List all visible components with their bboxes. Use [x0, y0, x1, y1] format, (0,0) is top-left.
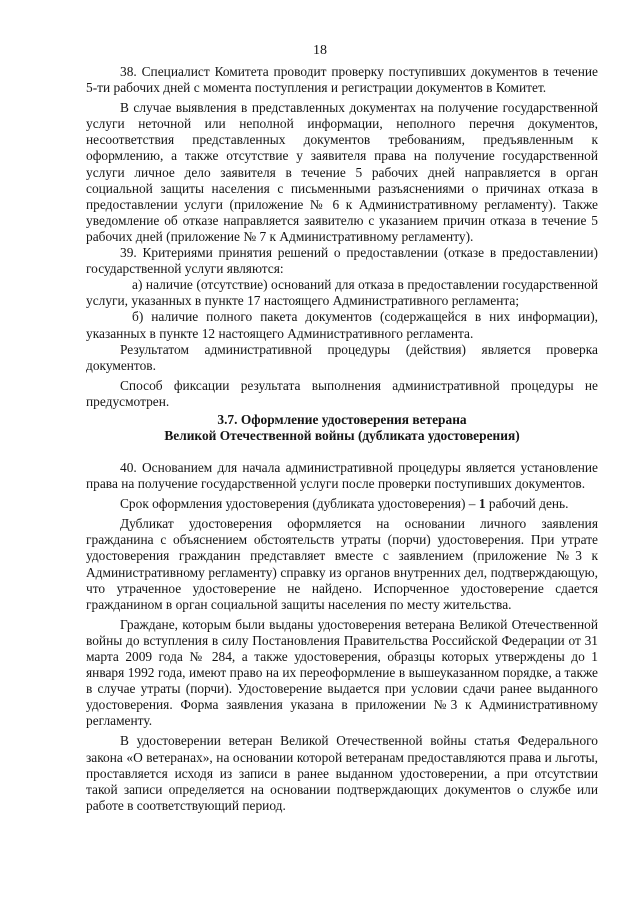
document-body [86, 64, 598, 814]
paragraph-38: 38. Специалист Комитета проводит проверку поступивших документов в течение 5-ти рабочих дней с момента поступления и регистрации документов в Комитет. [86, 64, 598, 96]
page-number: 18 [313, 43, 327, 58]
paragraph-citizens: Граждане, которым были выданы удостоверения ветерана Великой Отечественной войны до вступления в силу Постановления Правительства Российской Федерации от 31 марта 2009 года № 284, а также удостоверения, образцы которых утверждены до 1 января 1992 года, имеют право на их переоформление в вышеуказанном порядке, а также в случае утраты (порчи). Удостоверение выдается при условии сдачи ранее выданного удостоверения. Форма заявления указана в приложении №3 к Административному регламенту. [86, 616, 598, 729]
paragraph-term [86, 496, 598, 512]
section-heading [86, 412, 598, 444]
section-heading-line-2: Великой Отечественной войны (дубликата удостоверения) [164, 427, 520, 443]
term-prefix: Срок оформления удостоверения (дубликата удостоверения) – [120, 496, 479, 512]
paragraph-39-b: б) наличие полного пакета документов (содержащейся в них информации), указанных в пункте 12 настоящего Административного регламента. [86, 309, 598, 341]
paragraph-39-a: а) наличие (отсутствие) оснований для отказа в предоставлении государственной услуги, указанных в пункте 17 настоящего Административного регламента; [86, 277, 598, 309]
paragraph-39: 39. Критериями принятия решений о предоставлении (отказе в предоставлении) государственной услуги являются: [86, 245, 598, 277]
section-heading-line-1: 3.7. Оформление удостоверения ветерана [217, 411, 467, 427]
paragraph-law: В удостоверении ветеран Великой Отечественной войны статья Федерального закона «О ветеранах», на основании которой ветеранам предоставляются права и льготы, проставляется исходя из записи в ранее выданном удостоверении, а при отсутствии такой записи определяется на основании подтверждающих документов о службе или работе в соответствующий период. [86, 733, 598, 813]
term-days: 1 [478, 496, 486, 512]
paragraph-duplicate: Дубликат удостоверения оформляется на основании личного заявления гражданина с объяснением обстоятельств утраты (порчи) удостоверения. При утрате удостоверения гражданин представляет вместе с заявлением (приложение №3 к Административному регламенту) справку из органов внутренних дел, подтверждающую, что утраченное удостоверение не найдено. Испорченное удостоверение сдается гражданином в орган социальной защиты населения по месту жительства. [86, 516, 598, 612]
term-suffix: рабочий день. [485, 496, 569, 512]
paragraph-fixation: Способ фиксации результата выполнения административной процедуры не предусмотрен. [86, 377, 598, 409]
paragraph-result: Результатом административной процедуры (действия) является проверка документов. [86, 341, 598, 373]
paragraph-40: 40. Основанием для начала административной процедуры является установление права на получение государственной услуги после проверки поступивших документов. [86, 459, 598, 492]
paragraph-refusal: В случае выявления в представленных документах на получение государственной услуги неточной или неполной информации, неполного перечня документов, несоответствия представленных документов требованиям, предъявленным к оформлению, а также отсутствие у заявителя права на получение государственной услуги личное дело заявителя в течение 5 рабочих дней направляется в орган социальной защиты населения с письменными разъяснениями о причинах отказа в предоставлении услуги (приложение № 6 к Административному регламенту). Также уведомление об отказе направляется заявителю с указанием причин отказа в течение 5 рабочих дней (приложение № 7 к Административному регламенту). [86, 100, 598, 244]
